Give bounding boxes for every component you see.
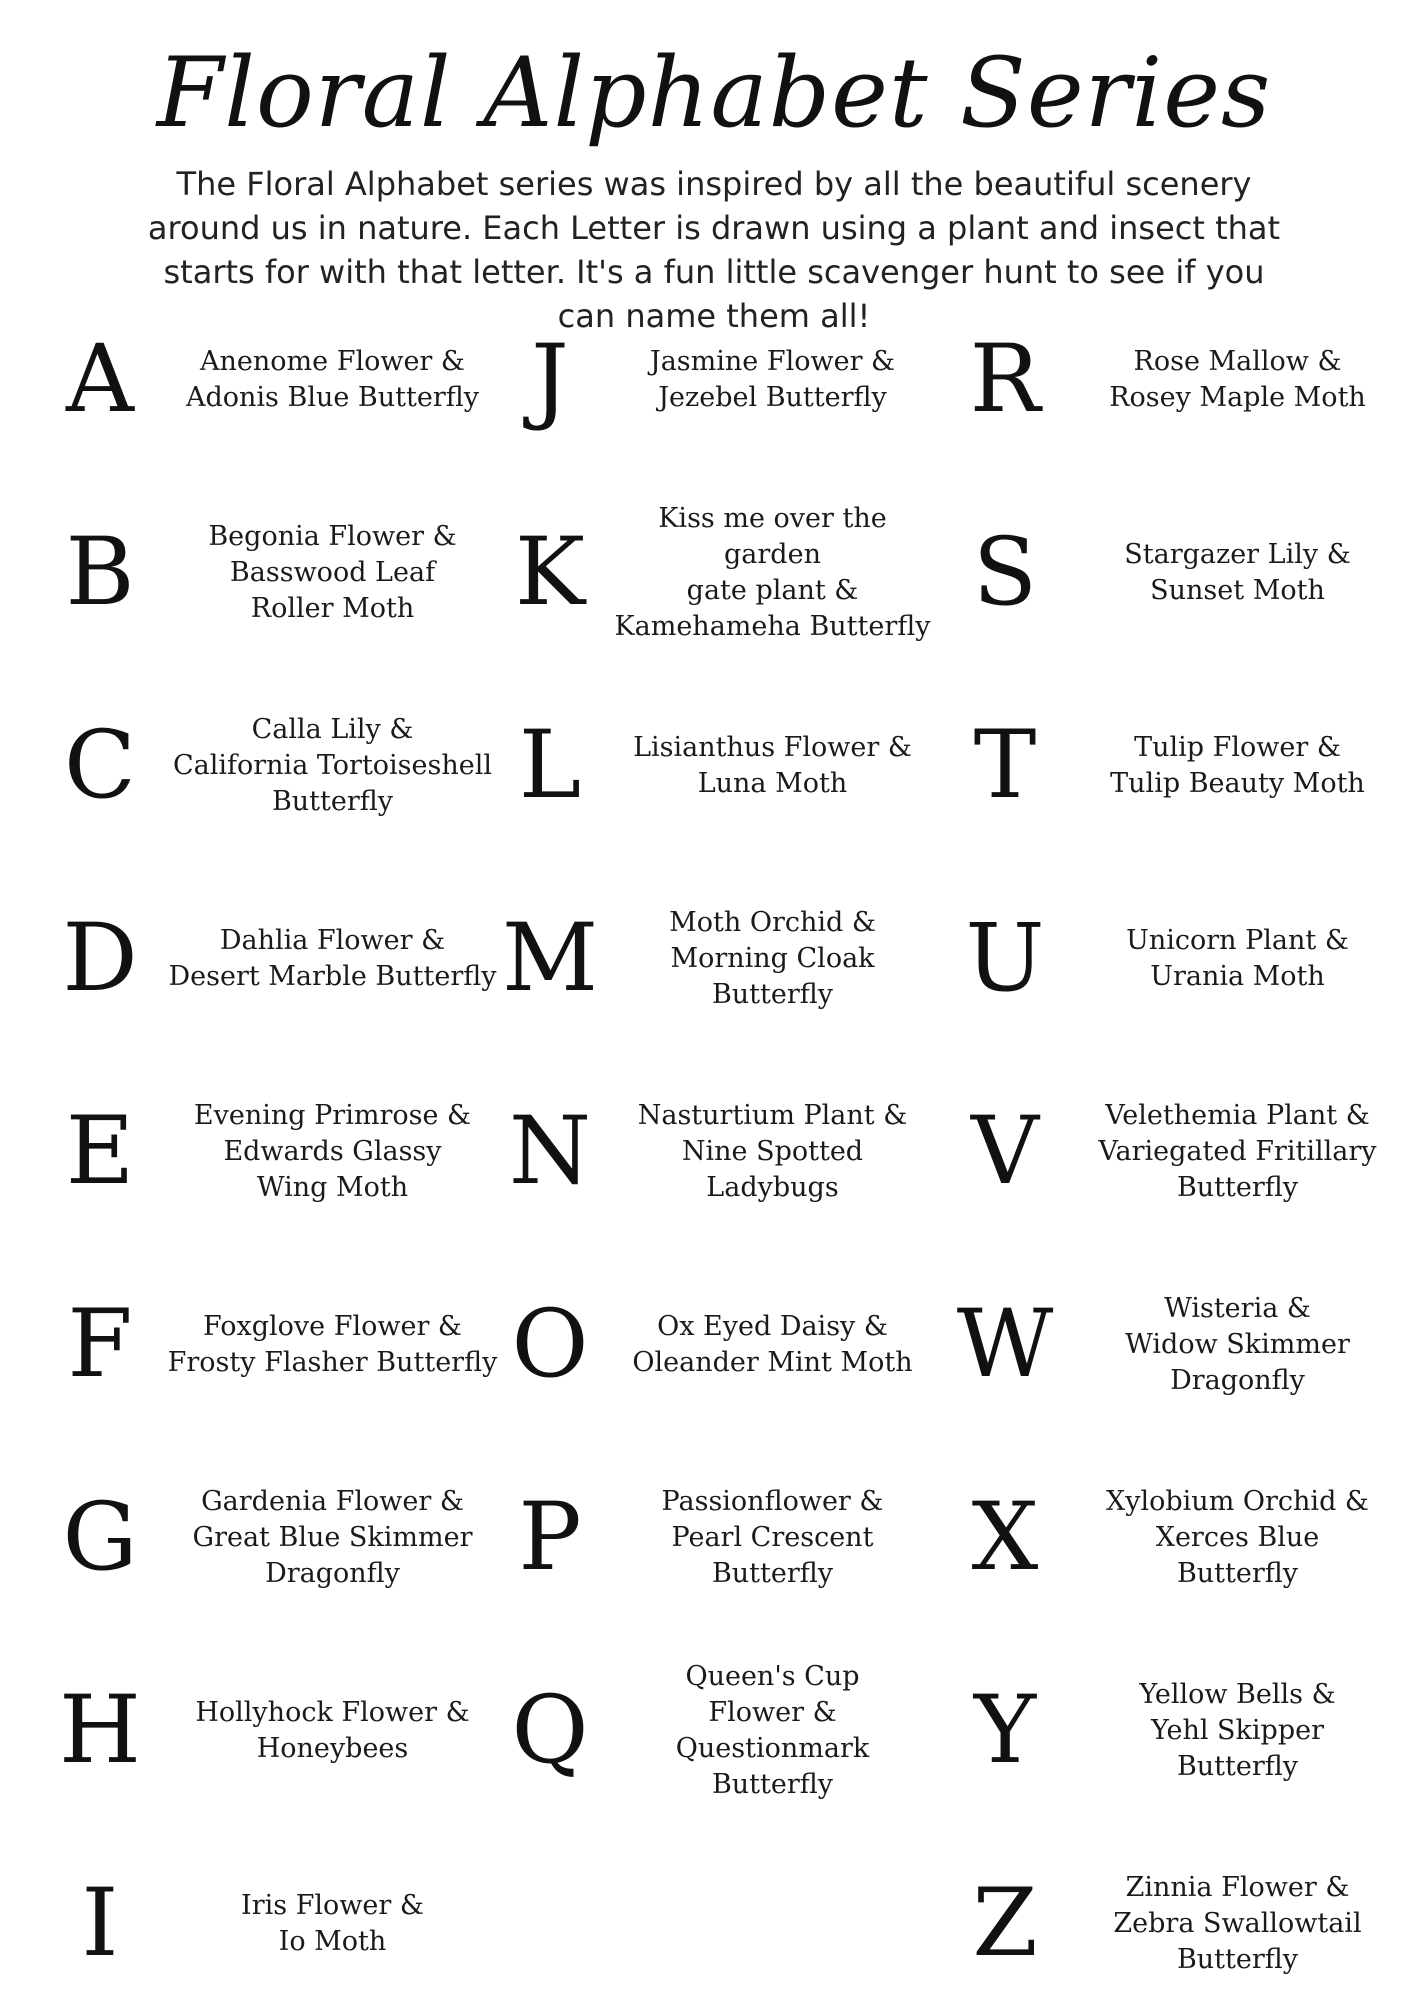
letter-description: Foxglove Flower & Frosty Flasher Butterfly — [167, 1311, 498, 1378]
letter-entry-d — [40, 884, 497, 1034]
letter-entry-o — [490, 1270, 950, 1420]
letter-description: Anenome Flower & Adonis Blue Butterfly — [185, 346, 479, 413]
letter-glyph: A — [66, 325, 134, 434]
letter-description: Evening Primrose & Edwards Glassy Wing Moth — [193, 1100, 472, 1203]
letter-glyph: R — [969, 325, 1041, 434]
letter-description: Passionflower & Pearl Crescent Butterfly — [661, 1486, 884, 1589]
letter-glyph: J — [531, 325, 569, 434]
letter-glyph: D — [62, 904, 138, 1013]
letter-glyph: N — [508, 1097, 592, 1206]
letter-glyph: G — [62, 1483, 138, 1592]
letter-glyph: C — [64, 711, 136, 820]
letter-description: Yellow Bells & Yehl Skipper Butterfly — [1139, 1679, 1336, 1782]
letter-entry-l — [490, 691, 950, 841]
letter-entry-t — [945, 691, 1385, 841]
letter-glyph: Z — [972, 1869, 1038, 1978]
letter-description: Calla Lily & California Tortoiseshell Butterfly — [172, 714, 493, 817]
letter-description: Zinnia Flower & Zebra Swallowtail Butterfly — [1113, 1872, 1362, 1975]
letter-glyph: B — [65, 518, 135, 627]
letter-glyph: F — [67, 1290, 133, 1399]
letter-glyph: L — [518, 711, 582, 820]
letter-description: Iris Flower & Io Moth — [241, 1890, 424, 1957]
letter-description: Kiss me over the garden gate plant & Kamehameha Butterfly — [614, 503, 931, 642]
letter-entry-e — [40, 1077, 480, 1227]
letter-glyph: W — [956, 1290, 1054, 1399]
letter-glyph: E — [65, 1097, 135, 1206]
letter-entry-z — [945, 1849, 1385, 1999]
letter-glyph: O — [511, 1290, 589, 1399]
letter-description: Hollyhock Flower & Honeybees — [195, 1697, 470, 1764]
letter-glyph: K — [514, 518, 586, 627]
letter-entry-y — [945, 1656, 1385, 1806]
letter-entry-f — [40, 1270, 498, 1420]
letter-entry-k — [490, 498, 950, 648]
letter-glyph: Q — [511, 1676, 589, 1785]
letter-description: Begonia Flower & Basswood Leaf Roller Moth — [208, 521, 457, 624]
letter-description: Rose Mallow & Rosey Maple Moth — [1109, 346, 1366, 413]
letter-description: Xylobium Orchid & Xerces Blue Butterfly — [1106, 1486, 1369, 1589]
intro-paragraph: The Floral Alphabet series was inspired by all the beautiful scenery around us in nature. Each Letter is drawn using a plant and insect that starts for with that letter. It's a fun little scavenger hunt to see if you can name them all! — [147, 165, 1281, 335]
letter-glyph: Y — [973, 1676, 1037, 1785]
letter-description: Wisteria & Widow Skimmer Dragonfly — [1125, 1293, 1350, 1396]
letter-description: Stargazer Lily & Sunset Moth — [1124, 539, 1351, 606]
page-title: Floral Alphabet Series — [156, 37, 1272, 149]
letter-entry-p — [490, 1463, 950, 1613]
letter-description: Moth Orchid & Morning Cloak Butterfly — [669, 907, 876, 1010]
letter-entry-m — [490, 884, 950, 1034]
letter-description: Unicorn Plant & Urania Moth — [1126, 925, 1349, 992]
letter-description: Queen's Cup Flower & Questionmark Butterfly — [675, 1661, 870, 1800]
letter-description: Ox Eyed Daisy & Oleander Mint Moth — [632, 1311, 913, 1378]
letter-entry-r — [945, 305, 1385, 455]
letter-description: Velethemia Plant & Variegated Fritillary Butterfly — [1098, 1100, 1377, 1203]
letter-entry-c — [40, 691, 493, 841]
letter-glyph: T — [973, 711, 1037, 820]
letter-glyph: X — [971, 1483, 1039, 1592]
letter-entry-a — [40, 305, 480, 455]
letter-entry-n — [490, 1077, 950, 1227]
letter-description: Tulip Flower & Tulip Beauty Moth — [1110, 732, 1365, 799]
letter-entry-j — [490, 305, 950, 455]
letter-glyph: V — [971, 1097, 1039, 1206]
letter-entry-g — [40, 1463, 480, 1613]
letter-entry-q — [490, 1656, 950, 1806]
letter-glyph: M — [501, 904, 599, 1013]
letter-glyph: U — [965, 904, 1045, 1013]
letter-entry-w — [945, 1270, 1385, 1420]
letter-description: Jasmine Flower & Jezebel Butterfly — [649, 346, 896, 413]
letter-glyph: I — [81, 1869, 119, 1978]
letter-glyph: S — [972, 518, 1038, 627]
letter-entry-s — [945, 498, 1385, 648]
letter-entry-u — [945, 884, 1385, 1034]
letter-entry-b — [40, 498, 480, 648]
letter-description: Nasturtium Plant & Nine Spotted Ladybugs — [637, 1100, 908, 1203]
letter-description: Lisianthus Flower & Luna Moth — [633, 732, 912, 799]
letter-entry-i — [40, 1849, 480, 1999]
letter-entry-v — [945, 1077, 1385, 1227]
letter-description: Dahlia Flower & Desert Marble Butterfly — [168, 925, 497, 992]
letter-entry-h — [40, 1656, 480, 1806]
letter-description: Gardenia Flower & Great Blue Skimmer Dragonfly — [192, 1486, 473, 1589]
letter-glyph: P — [518, 1483, 582, 1592]
letter-glyph: H — [59, 1676, 141, 1785]
letter-entry-x — [945, 1463, 1385, 1613]
